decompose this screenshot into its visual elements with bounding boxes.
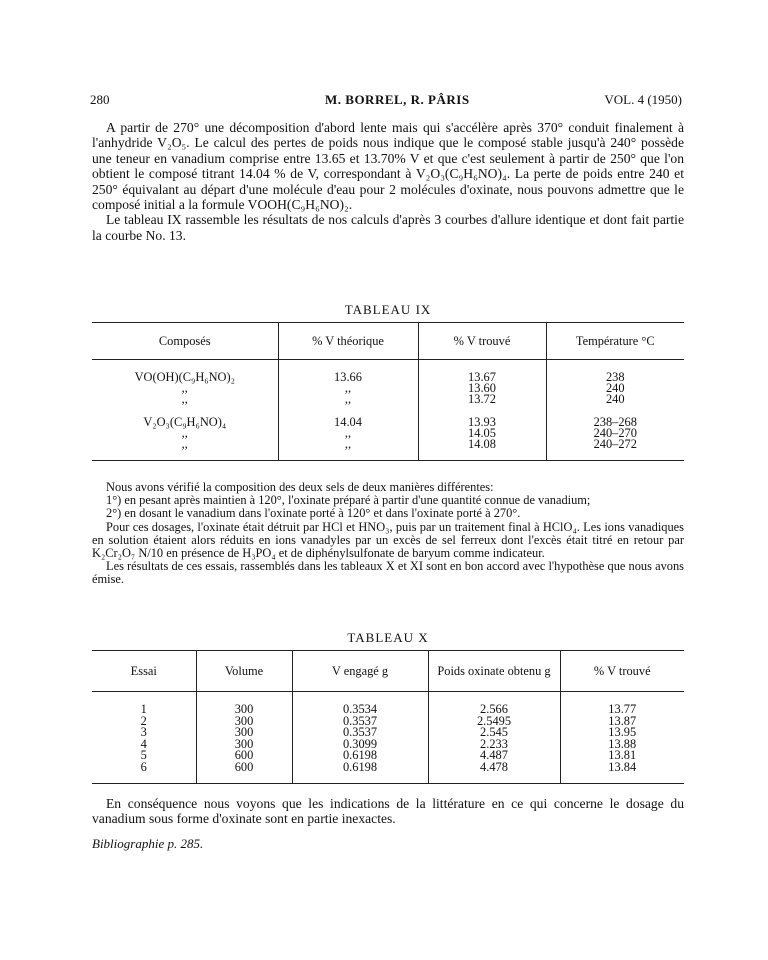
table-cell: 13.72 (418, 394, 546, 405)
table-cell: 13.87 (560, 716, 684, 728)
volume: VOL. 4 (1950) (604, 92, 682, 107)
table-cell: 13.88 (560, 739, 684, 751)
table-row (92, 405, 684, 428)
table-cell: 13.81 (560, 750, 684, 762)
table-row (92, 716, 684, 728)
table-cell: 300 (196, 727, 292, 739)
page-number: 280 (90, 92, 110, 107)
table-cell: 300 (196, 739, 292, 751)
table-cell: 238–268 (546, 405, 684, 428)
table-header: Poids oxinate obtenu g (428, 651, 560, 692)
table-cell: 0.6198 (292, 750, 428, 762)
table-cell: 14.08 (418, 439, 546, 461)
table-cell: 300 (196, 716, 292, 728)
table-cell: 240–272 (546, 439, 684, 461)
table-cell: 0.3537 (292, 727, 428, 739)
table-cell: 240–270 (546, 428, 684, 439)
table-row (92, 360, 684, 384)
methods-text (92, 481, 684, 587)
table-cell: 13.84 (560, 762, 684, 784)
table-cell: 13.95 (560, 727, 684, 739)
table-cell: 2.545 (428, 727, 560, 739)
table-cell: 4.478 (428, 762, 560, 784)
table9-caption: TABLEAU IX (344, 302, 432, 317)
table-header: Essai (92, 651, 196, 692)
table-cell: ,, (181, 392, 188, 406)
running-header (90, 92, 682, 112)
table-header: V engagé g (292, 651, 428, 692)
table-row (92, 692, 684, 716)
table-cell: 4 (140, 736, 147, 751)
table-cell: ,, (181, 426, 188, 440)
intro-text (92, 120, 684, 243)
table-cell: 14.04 (278, 405, 418, 428)
table-cell: 0.6198 (292, 762, 428, 784)
table-row (92, 727, 684, 739)
table-cell: 2.5495 (428, 716, 560, 728)
paragraph: 2°) en dosant le vanadium dans l'oxinate porté à 120° et dans l'oxinate porté à 270°. (106, 506, 521, 521)
table-cell: 1 (140, 702, 147, 716)
table-cell: 13.66 (278, 360, 418, 384)
table-cell: 600 (196, 762, 292, 784)
paragraph: Nous avons vérifié la composition des deux sels de deux manières différentes: (106, 480, 494, 494)
conclusion-text (92, 796, 684, 827)
table-cell: ,, (92, 439, 278, 461)
table-cell: 0.3099 (292, 739, 428, 751)
table-cell: 0.3534 (292, 692, 428, 716)
table-cell: 2.233 (428, 739, 560, 751)
paragraph: A partir de 270° une décomposition d'abord lente mais qui s'accélère après 370° conduit finalement à l'anhydride V₂O₅. Le calcul des pertes de poids nous indique que le composé stable jusqu'à 240° possède une teneur en vanadium comprise entre 13.65 et 13.70% V et que c'est seulement à partir de 250° que l'on obtient le composé titrant 14.04 % de V, correspondant à V₂O₃(C₉H₆NO)₄. La perte de poids entre 240 et 250° équivalant au départ d'une molécule d'eau pour 2 molécules d'oxinate, nous pouvons admettre que le composé initial a la formule VOOH(C₉H₆NO)₂. (92, 120, 684, 213)
table-cell: 13.67 (418, 360, 546, 384)
table-cell: 13.60 (418, 383, 546, 394)
table-cell: 2.566 (428, 692, 560, 716)
table-cell: V₂O₃(C₉H₆NO)₄ (143, 415, 227, 429)
table-cell: 13.93 (418, 405, 546, 428)
table-header: Température °C (546, 323, 684, 360)
table-row (92, 383, 684, 394)
table-cell: 4.487 (428, 750, 560, 762)
table9 (92, 322, 684, 461)
table-cell: 0.3537 (292, 716, 428, 728)
table-row (92, 762, 684, 784)
table-cell: ,, (278, 394, 418, 405)
table-cell: 6 (92, 762, 196, 784)
table-cell: ,, (181, 381, 188, 395)
table-header: % V trouvé (418, 323, 546, 360)
table-cell: 13.77 (560, 692, 684, 716)
table-cell: VO(OH)(C₉H₆NO)₂ (134, 370, 235, 384)
table10 (92, 650, 684, 784)
table-cell: 300 (196, 692, 292, 716)
table-row (92, 739, 684, 751)
table-cell: 600 (196, 750, 292, 762)
table-header: % V théorique (278, 323, 418, 360)
paragraph: En conséquence nous voyons que les indications de la littérature en ce qui concerne le dosage du vanadium sous forme d'oxinate sont en partie inexactes. (92, 796, 684, 827)
table-cell: ,, (278, 383, 418, 394)
table-cell: 3 (140, 725, 147, 739)
table-header: Composés (92, 323, 278, 360)
table-cell: 240 (546, 383, 684, 394)
authors: M. BORREL, R. PÂRIS (325, 92, 470, 107)
table-cell: 14.05 (418, 428, 546, 439)
table-row (92, 750, 684, 762)
table-header: Volume (196, 651, 292, 692)
table-cell: 2 (140, 713, 147, 728)
table-cell: 5 (140, 748, 147, 762)
table-cell: ,, (278, 428, 418, 439)
table-cell: ,, (278, 439, 418, 461)
bibliography-reference: Bibliographie p. 285. (92, 836, 204, 851)
table-cell: 238 (546, 360, 684, 384)
table-cell: 240 (546, 394, 684, 405)
table10-caption: TABLEAU X (347, 630, 429, 645)
paragraph: Pour ces dosages, l'oxinate était détruit par HCl et HNO₃, puis par un traitement final à HClO₄. Les ions vanadiques en solution étaient alors réduits en ions vanadyles par un excès de sel ferreux dont l'excès était titré en retour par K₂Cr₂O₇ N/10 en présence de H₃PO₄ et de diphénylsulfonate de baryum comme indicateur. (92, 519, 684, 561)
paragraph: Le tableau IX rassemble les résultats de nos calculs d'après 3 courbes d'allure identique et dont fait partie la courbe No. 13. (92, 212, 684, 243)
paragraph: 1°) en pesant après maintien à 120°, l'oxinate préparé à partir d'une quantité connue de vanadium; (106, 493, 591, 508)
table-row (92, 439, 684, 461)
paragraph: Les résultats de ces essais, rassemblés dans les tableaux X et XI sont en bon accord avec l'hypothèse que nous avons émise. (92, 559, 684, 587)
table-row (92, 394, 684, 405)
table-header: % V trouvé (560, 651, 684, 692)
